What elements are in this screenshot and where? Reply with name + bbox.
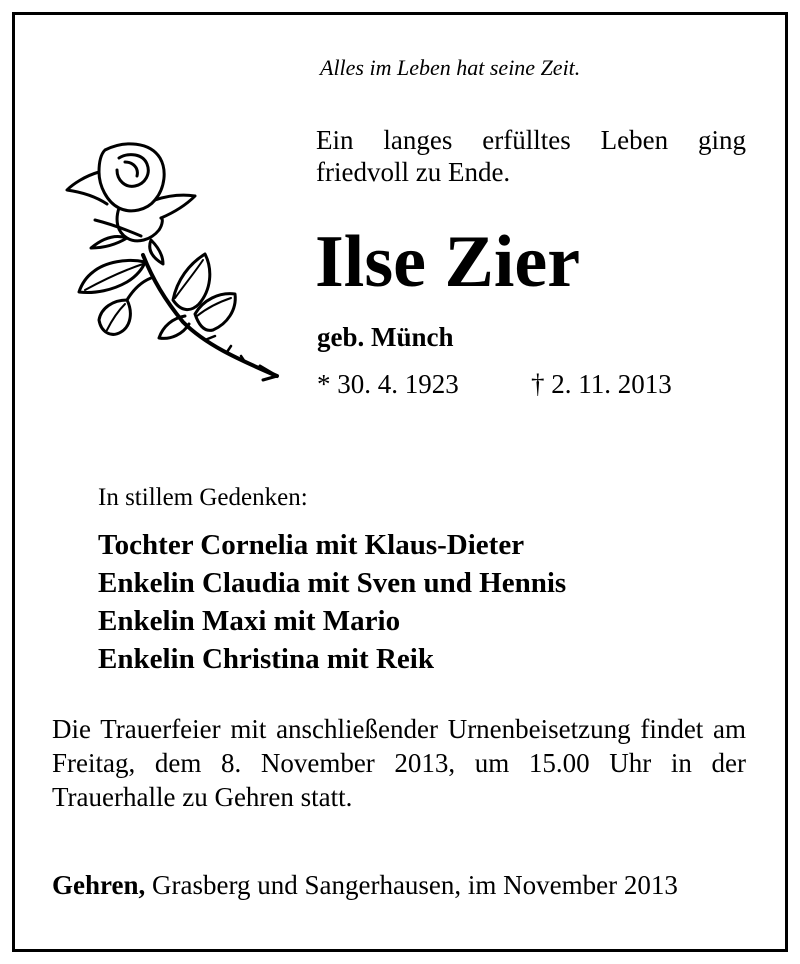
- footer-place: Gehren,: [52, 870, 146, 900]
- mourners-list: [98, 526, 566, 678]
- memory-heading: In stillem Gedenken:: [98, 484, 308, 511]
- intro-text: Ein langes erfülltes Leben ging friedvoll zu Ende.: [316, 125, 746, 187]
- mourner-item: Enkelin Claudia mit Sven und Hennis: [98, 567, 567, 599]
- footer-line: [52, 870, 678, 901]
- deceased-name: Ilse Zier: [315, 221, 581, 303]
- death-date: † 2. 11. 2013: [531, 369, 672, 399]
- mourner-item: Tochter Cornelia mit Klaus-Dieter: [98, 529, 525, 561]
- mourner-item: Enkelin Maxi mit Mario: [98, 605, 401, 637]
- birth-date: * 30. 4. 1923: [317, 369, 459, 399]
- rose-icon: [55, 140, 285, 385]
- funeral-service-text: Die Trauerfeier mit anschließender Urnenbeisetzung findet am Freitag, dem 8. November 2013, um 15.00 Uhr in der Trauerhalle zu Gehren statt.: [52, 714, 746, 812]
- footer-rest: Grasberg und Sangerhausen, im November 2013: [145, 870, 678, 900]
- mourner-item: Enkelin Christina mit Reik: [98, 643, 434, 675]
- maiden-name: geb. Münch: [317, 322, 454, 352]
- motto: Alles im Leben hat seine Zeit.: [320, 55, 581, 80]
